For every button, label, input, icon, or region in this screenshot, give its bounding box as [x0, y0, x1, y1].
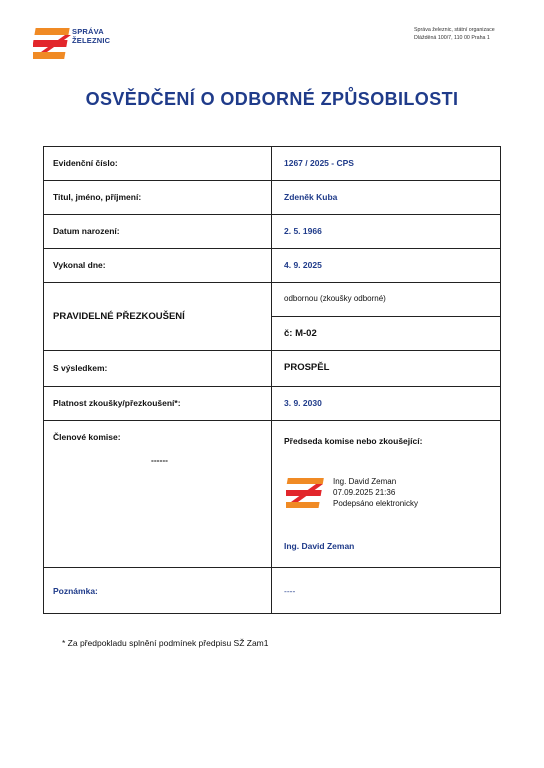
validity-label: Platnost zkoušky/přezkoušení*: [53, 398, 181, 408]
commission-members-label: Členové komise: [53, 432, 121, 442]
result-label: S výsledkem: [53, 363, 108, 373]
certificate-table [43, 146, 501, 614]
name-value: Zdeněk Kuba [284, 192, 338, 202]
row-divider [43, 180, 501, 181]
commission-members-value: ------ [151, 455, 168, 465]
row-divider [43, 567, 501, 568]
birth-date-value: 2. 5. 1966 [284, 226, 322, 236]
birth-date-label: Datum narození: [53, 226, 120, 236]
performed-date-label: Vykonal dne: [53, 260, 106, 270]
signature-note: Podepsáno elektronicky [333, 499, 418, 508]
evidence-number-value: 1267 / 2025 - CPS [284, 158, 354, 168]
signature-logo-icon [286, 477, 326, 509]
performed-date-value: 4. 9. 2025 [284, 260, 322, 270]
logo-line-2: ŽELEZNIC [72, 36, 111, 45]
logo-text [72, 27, 110, 45]
column-divider [271, 146, 272, 614]
evidence-number-label: Evidenční číslo: [53, 158, 118, 168]
note-label: Poznámka: [53, 586, 98, 596]
org-address: Dlážděná 100/7, 110 00 Praha 1 [414, 35, 490, 41]
exam-type-value: odbornou (zkoušky odborné) [284, 294, 386, 303]
row-divider [271, 316, 501, 317]
logo-line-1: SPRÁVA [72, 27, 104, 36]
signature-datetime: 07.09.2025 21:36 [333, 488, 396, 497]
result-value: PROSPĚL [284, 362, 330, 373]
row-divider [43, 386, 501, 387]
row-divider [43, 248, 501, 249]
signature-name: Ing. David Zeman [333, 477, 397, 486]
note-value: ---- [284, 586, 296, 596]
commission-chair-label: Předseda komise nebo zkoušející: [284, 436, 423, 446]
row-divider [43, 214, 501, 215]
validity-value: 3. 9. 2030 [284, 398, 322, 408]
org-name: Správa železnic, státní organizace [414, 27, 495, 33]
electronic-signature [333, 476, 418, 509]
row-divider [43, 420, 501, 421]
footnote: * Za předpokladu splnění podmínek předpisu SŽ Zam1 [62, 638, 269, 648]
row-divider [43, 350, 501, 351]
organization-address [414, 26, 495, 42]
exam-number: č: M-02 [284, 328, 317, 339]
chair-name: Ing. David Zeman [284, 541, 355, 551]
row-divider [43, 282, 501, 283]
document-title: OSVĚDČENÍ O ODBORNÉ ZPŮSOBILOSTI [85, 89, 459, 109]
exam-type-label: PRAVIDELNÉ PŘEZKOUŠENÍ [53, 311, 185, 322]
name-label: Titul, jméno, příjmení: [53, 192, 142, 202]
